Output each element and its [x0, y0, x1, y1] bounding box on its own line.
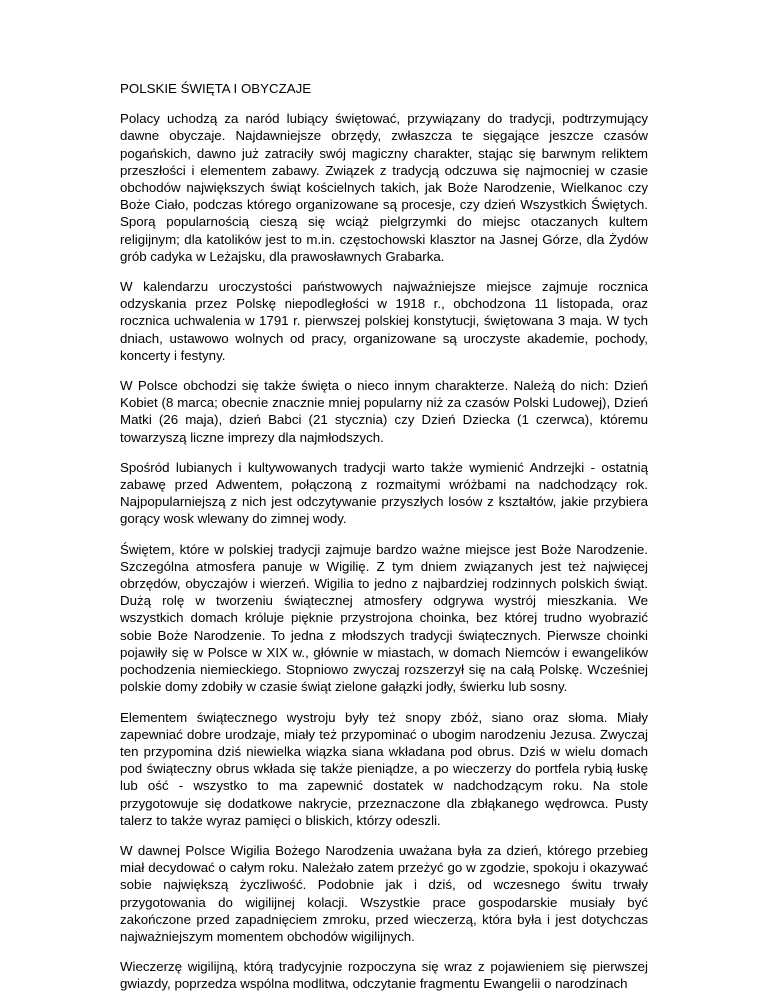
document-page	[120, 80, 648, 993]
paragraph-5: Świętem, które w polskiej tradycji zajmuje bardzo ważne miejsce jest Boże Narodzenie. Szczególna atmosfera panuje w Wigilię. Z tym dniem związanych jest też najwięcej obrzędów, obyczajów i wierzeń. Wigilia to jedno z najbardziej rodzinnych polskich świąt. Dużą rolę w tworzeniu świątecznej atmosfery odgrywa wystrój mieszkania. We wszystkich domach króluje pięknie przystrojona choinka, bez której trudno wyobrazić sobie Boże Narodzenie. To jedna z młodszych tradycji świątecznych. Pierwsze choinki pojawiły się w Polsce w XIX w., głównie w miastach, w domach Niemców i ewangelików pochodzenia niemieckiego. Stopniowo zwyczaj rozszerzył się na całą Polskę. Wcześniej polskie domy zdobiły w czasie świąt zielone gałązki jodły, świerku lub sosny.	[120, 541, 648, 695]
paragraph-8: Wieczerzę wigilijną, którą tradycyjnie rozpoczyna się wraz z pojawieniem się pierwszej gwiazdy, poprzedza wspólna modlitwa, odczytanie fragmentu Ewangelii o narodzinach	[120, 959, 648, 992]
paragraph-4: Spośród lubianych i kultywowanych tradycji warto także wymienić Andrzejki - ostatnią zabawę przed Adwentem, połączoną z rozmaitymi wróżbami na nadchodzący rok. Najpopularniejszą z nich jest odczytywanie przyszłych losów z kształtów, jakie przybiera gorący wosk wlewany do zimnej wody.	[120, 459, 648, 527]
paragraph-3: W Polsce obchodzi się także święta o nieco innym charakterze. Należą do nich: Dzień Kobiet (8 marca; obecnie znacznie mniej popularny niż za czasów Polski Ludowej), Dzień Matki (26 maja), dzień Babci (21 stycznia) czy Dzień Dziecka (1 czerwca), któremu towarzyszą liczne imprezy dla najmłodszych.	[120, 378, 648, 445]
paragraph-7: W dawnej Polsce Wigilia Bożego Narodzenia uważana była za dzień, którego przebieg miał decydować o całym roku. Należało zatem przeżyć go w zgodzie, spokoju i okazywać sobie największą życzliwość. Podobnie jak i dziś, od wczesnego świtu trwały przygotowania do wigilijnej kolacji. Wszystkie prace gospodarskie musiały być zakończone przed zapadnięciem zmroku, przed wieczerzą, która była i jest dotychczas najważniejszym momentem obchodów wigilijnych.	[120, 842, 648, 944]
paragraph-1: Polacy uchodzą za naród lubiący świętować, przywiązany do tradycji, podtrzymujący dawne obyczaje. Najdawniejsze obrzędy, zwłaszcza te sięgające jeszcze czasów pogańskich, dawno już zatraciły swój magiczny charakter, stając się barwnym reliktem przeszłości i elementem zabawy. Związek z tradycją odczuwa się najmocniej w czasie obchodów największych świąt kościelnych takich, jak Boże Narodzenie, Wielkanoc czy Boże Ciało, podczas którego organizowane są procesje, czy dzień Wszystkich Świętych. Sporą popularnością cieszą się wciąż pielgrzymki do miejsc otaczanych kultem religijnym; dla katolików jest to m.in. częstochowski klasztor na Jasnej Górze, dla Żydów grób cadyka w Leżajsku, dla prawosławnych Grabarka.	[120, 111, 648, 264]
paragraph-2: W kalendarzu uroczystości państwowych najważniejsze miejsce zajmuje rocznica odzyskania przez Polskę niepodległości w 1918 r., obchodzona 11 listopada, oraz rocznica uchwalenia w 1791 r. pierwszej polskiej konstytucji, świętowana 3 maja. W tych dniach, ustawowo wolnych od pracy, organizowane są uroczyste akademie, pochody, koncerty i festyny.	[120, 279, 648, 363]
paragraph-6: Elementem świątecznego wystroju były też snopy zbóż, siano oraz słoma. Miały zapewniać dobre urodzaje, miały też przypominać o ubogim narodzeniu Jezusa. Zwyczaj ten przypomina dziś niewielka wiązka siana wkładana pod obrus. Dziś w wielu domach pod świąteczny obrus wkłada się także pieniądze, a po wieczerzy do portfela rybią łuskę lub ość - wszystko to ma zapewnić dostatek w nadchodzącym roku. Na stole przygotowuje się dodatkowe nakrycie, przeznaczone dla zbłąkanego wędrowca. Pusty talerz to także wyraz pamięci o bliskich, którzy odeszli.	[120, 709, 648, 828]
document-title: POLSKIE ŚWIĘTA I OBYCZAJE	[120, 81, 312, 96]
